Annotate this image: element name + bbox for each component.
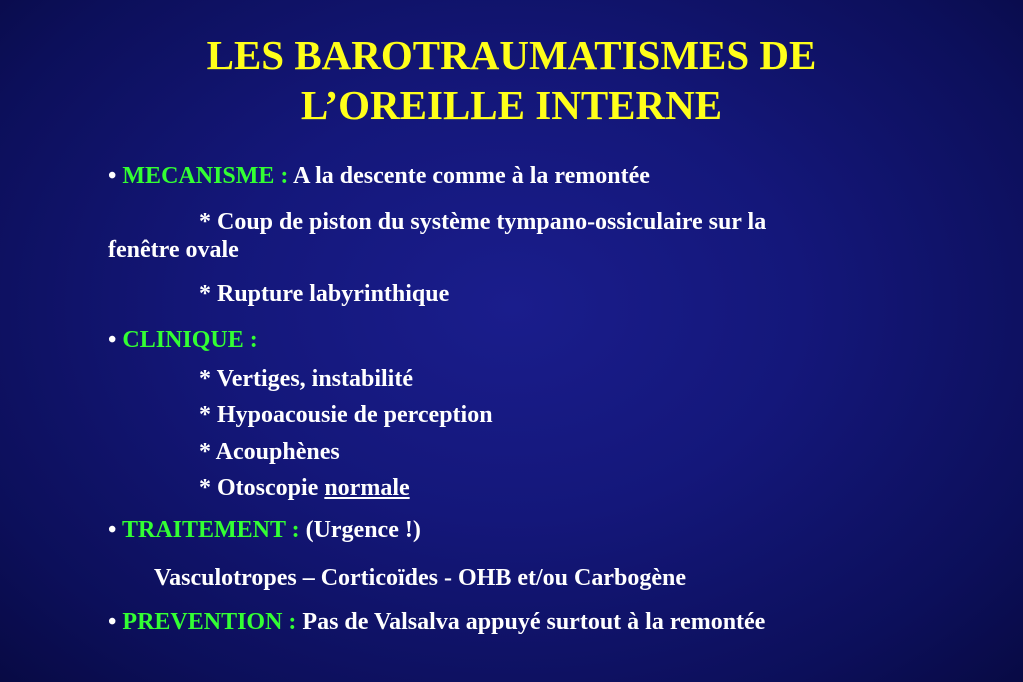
- slide-title: [0, 30, 1023, 130]
- traitement-label: TRAITEMENT :: [121, 517, 300, 543]
- mecanisme-item-2: * Rupture labyrinthique: [199, 281, 450, 307]
- clinique-label: CLINIQUE :: [122, 327, 258, 353]
- traitement-text: (Urgence !): [305, 517, 421, 543]
- traitement-detail: Vasculotropes – Corticoïdes - OHB et/ou Carbogène: [154, 565, 686, 591]
- otoscopie-prefix: * Otoscopie: [199, 475, 325, 501]
- mecanisme-item-1-cont: fenêtre ovale: [108, 237, 239, 263]
- clinique-item-1: * Vertiges, instabilité: [199, 366, 413, 392]
- bullet-mecanisme: •: [108, 163, 117, 189]
- mecanisme-text: A la descente comme à la remontée: [293, 163, 650, 189]
- clinique-item-3: * Acouphènes: [199, 439, 340, 465]
- otoscopie-value: normale: [324, 475, 410, 501]
- bullet-prevention: •: [108, 609, 117, 635]
- clinique-item-2: * Hypoacousie de perception: [199, 402, 493, 428]
- mecanisme-item-1: * Coup de piston du système tympano-ossiculaire sur la: [199, 209, 767, 235]
- traitement-heading: [108, 516, 421, 544]
- title-line-1: LES BAROTRAUMATISMES DE: [206, 32, 817, 78]
- bullet-traitement: •: [108, 517, 117, 543]
- clinique-heading: [108, 326, 258, 354]
- bullet-clinique: •: [108, 327, 117, 353]
- mecanisme-heading: [108, 162, 650, 190]
- mecanisme-label: MECANISME :: [122, 163, 289, 189]
- prevention-label: PREVENTION :: [122, 609, 297, 635]
- title-line-2: L’OREILLE INTERNE: [300, 82, 723, 128]
- prevention-heading: [108, 608, 765, 636]
- clinique-item-4: [199, 474, 410, 502]
- prevention-text: Pas de Valsalva appuyé surtout à la remontée: [302, 609, 766, 635]
